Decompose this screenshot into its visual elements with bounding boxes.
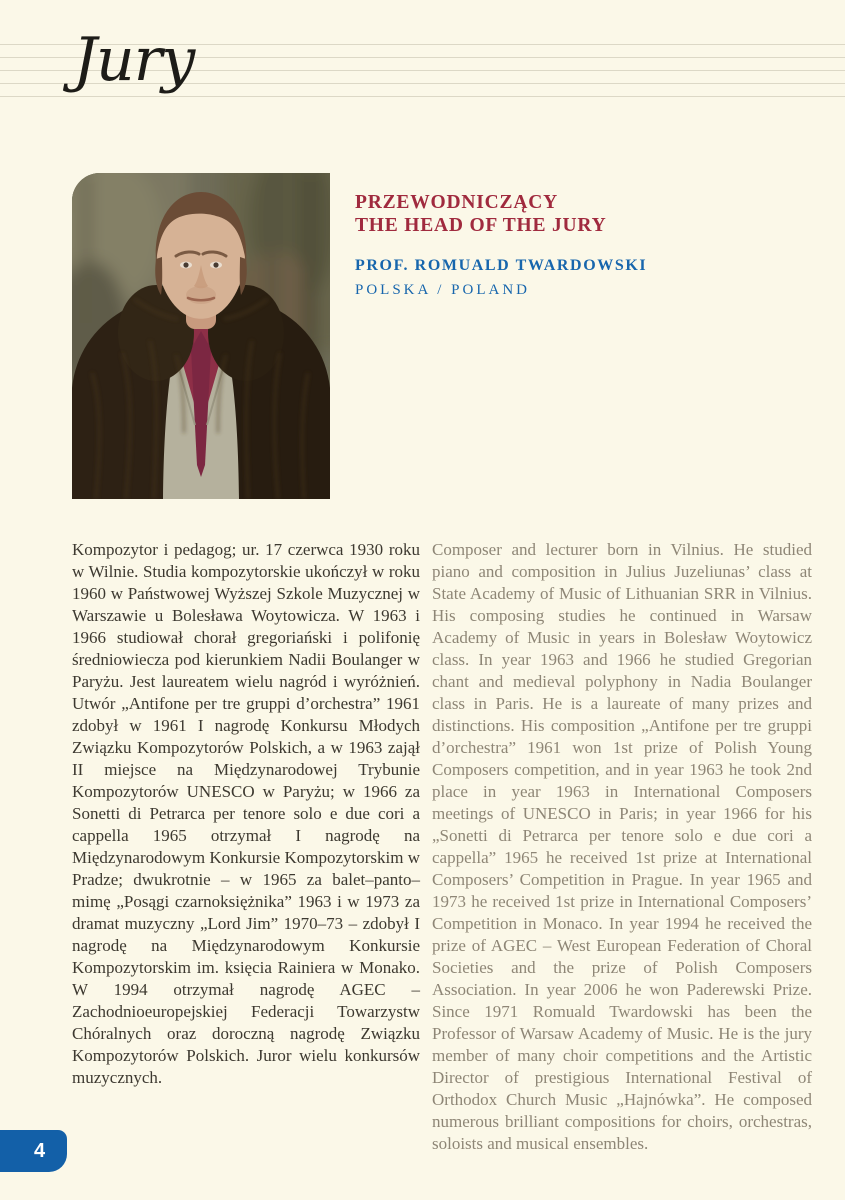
portrait-photo bbox=[72, 173, 330, 499]
profile-headings bbox=[355, 191, 647, 299]
page-title: Jury bbox=[73, 25, 195, 95]
staff-line bbox=[0, 96, 845, 97]
person-name: PROF. ROMUALD TWARDOWSKI bbox=[355, 257, 648, 274]
role-heading-en: THE HEAD OF THE JURY bbox=[355, 215, 607, 236]
page-number: 4 bbox=[33, 1139, 46, 1162]
page-number-badge bbox=[0, 1130, 67, 1172]
bio-english: Composer and lecturer born in Vilnius. He studied piano and composition in Julius Juzeliunas’ class at State Academy of Music of Lithuanian SRR in Vilnius. His composing studies he continued in Warsaw Academy of Music in years in Bolesław Woytowicz class. In year 1963 and 1966 he studied Gregorian chant and medieval polyphony in Nadia Boulanger class in Paris. He is a laureate of many prizes and distinctions. His composition „Antifone per tre gruppi d’orchestra” 1961 won 1st prize of Polish Young Composers competition, and in year 1963 he took 2nd place in year 1963 in International Composers meetings of UNESCO in Paris; in year 1966 for his „Sonetti di Petrarca per tenore solo e due cori a cappella” 1965 he received 1st prize at International Composers’ Competition in Prague. In year 1965 and 1973 he received 1st prize in International Composers’ Competition in Monaco. In year 1994 he received the prize of AGEC – West European Federation of Choral Societies and the prize of Polish Composers Association. In year 2006 he won Paderewski Prize. Since 1971 Romuald Twardowski has been the Professor of Warsaw Academy of Music. He is the jury member of many choir competitions and the Artistic Director of prestigious International Festival of Orthodox Church Music „Hajnówka”. He composed numerous brilliant compositions for choirs, orchestras, soloists and musical ensembles. bbox=[432, 540, 812, 1153]
role-heading-pl: PRZEWODNICZĄCY bbox=[355, 192, 558, 213]
portrait-illustration bbox=[72, 173, 330, 499]
bio-polish: Kompozytor i pedagog; ur. 17 czerwca 1930 roku w Wilnie. Studia kompozytorskie ukończył w roku 1960 w Państwowej Wyższej Szkole Muzycznej w Warszawie u Bolesława Woytowicza. W 1963 i 1966 studiował chorał gregoriański i polifonię średniowiecza pod kierunkiem Nadii Boulanger w Paryżu. Jest laureatem wielu nagród i wyróżnień. Utwór „Antifone per tre gruppi d’orchestra” 1961 zdobył w 1961 I nagrodę Konkursu Młodych Związku Kompozytorów Polskich, a w 1963 zajął II miejsce na Międzynarodowej Trybunie Kompozytorów UNESCO w Paryżu; w 1966 za Sonetti di Petrarca per tenore solo e due cori a cappella 1965 otrzymał I nagrodę na Międzynarodowym Konkursie Kompozytorskim w Pradze; dwukrotnie – w 1965 za balet–panto–mimę „Posągi czarnoksiężnika” 1963 i w 1973 za dramat muzyczny „Lord Jim” 1970–73 – zdobył I nagrodę na Międzynarodowym Konkursie Kompozytorskim im. księcia Rainiera w Monako. W 1994 otrzymał nagrodę AGEC – Zachodnioeuropejskiej Federacji Towarzystw Chóralnych oraz doroczną nagrodę Związku Kompozytorów Polskich. Juror wielu konkursów muzycznych. bbox=[72, 540, 420, 1087]
person-country: POLSKA / POLAND bbox=[355, 282, 531, 298]
